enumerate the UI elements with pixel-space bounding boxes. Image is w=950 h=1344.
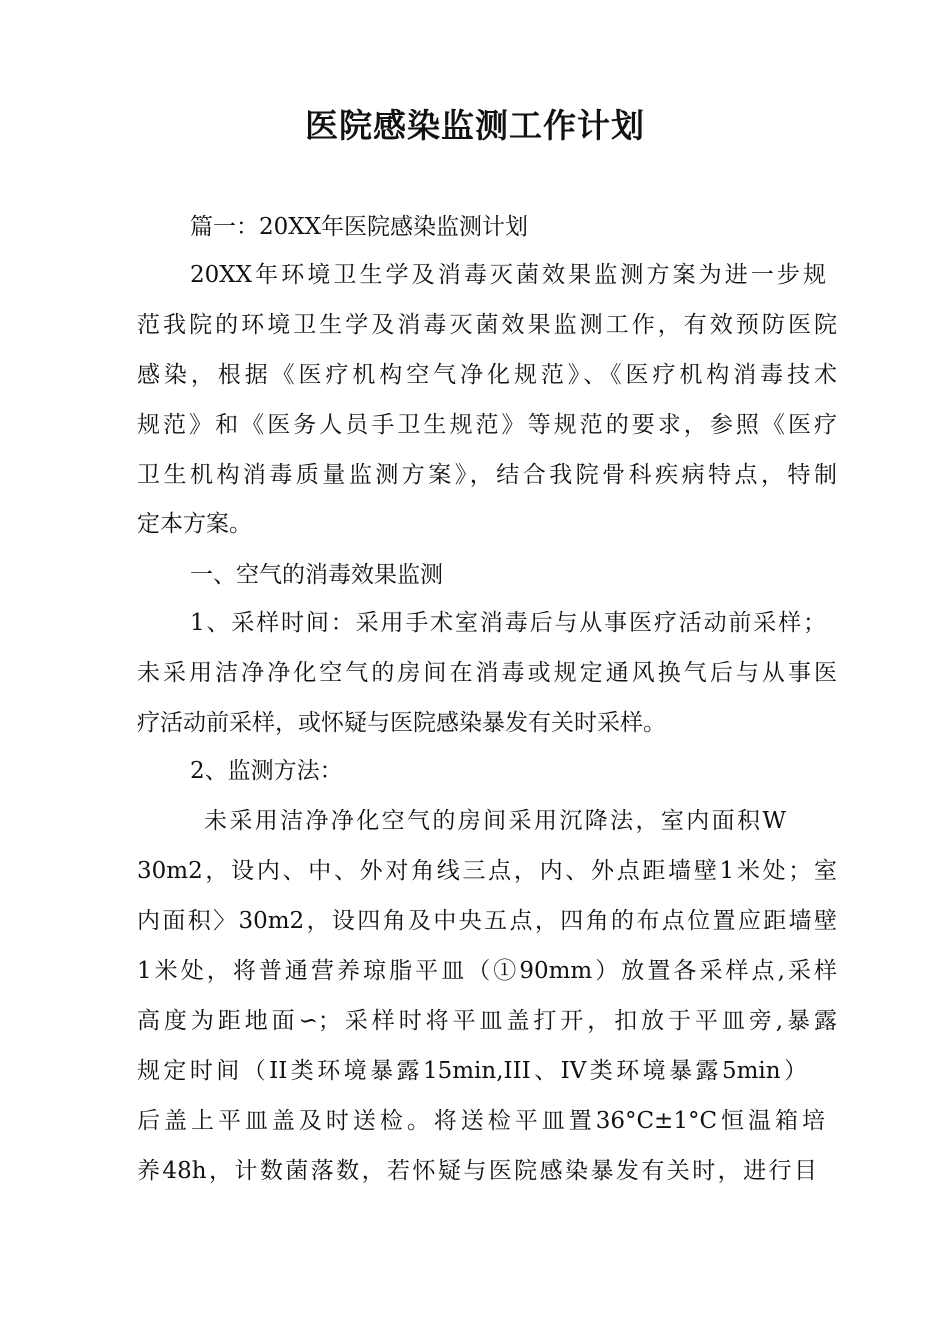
- paragraph-line: 未采用洁净净化空气的房间在消毒或规定通风换气后与从事医: [137, 660, 837, 686]
- paragraph-line: 疗活动前采样，或怀疑与医院感染暴发有关时采样。: [137, 710, 666, 736]
- paragraph-line: 30m2，设内、中、外对角线三点，内、外点距墙壁1米处；室: [137, 858, 837, 884]
- paragraph-line: 规范》和《医务人员手卫生规范》等规范的要求，参照《医疗: [137, 412, 837, 438]
- section-heading: 一、空气的消毒效果监测: [190, 562, 443, 588]
- paragraph-line: 篇一：20XX年医院感染监测计划: [190, 214, 529, 240]
- document-title: 医院感染监测工作计划: [305, 106, 645, 145]
- paragraph-line: 未采用洁净净化空气的房间采用沉降法，室内面积W: [204, 808, 786, 834]
- section-heading: 2、监测方法：: [190, 758, 343, 784]
- paragraph-line: 内面积〉30m2，设四角及中央五点，四角的布点位置应距墙壁: [137, 908, 837, 934]
- paragraph-line: 1米处，将普通营养琼脂平皿（①90mm）放置各采样点,采样: [137, 958, 837, 984]
- paragraph-line: 范我院的环境卫生学及消毒灭菌效果监测工作，有效预防医院: [137, 312, 837, 338]
- paragraph-line: 20XX年环境卫生学及消毒灭菌效果监测方案为进一步规: [190, 262, 826, 288]
- paragraph-line: 后盖上平皿盖及时送检。将送检平皿置36°C±1°C恒温箱培: [137, 1108, 825, 1134]
- paragraph-line: 1、采样时间：采用手术室消毒后与从事医疗活动前采样；: [190, 610, 826, 636]
- paragraph-line: 养48h，计数菌落数，若怀疑与医院感染暴发有关时，进行目: [137, 1158, 817, 1184]
- paragraph-line: 感染，根据《医疗机构空气净化规范》、《医疗机构消毒技术: [137, 362, 837, 388]
- paragraph-line: 定本方案。: [137, 511, 252, 537]
- paragraph-line: 规定时间（II类环境暴露15min,III、IV类环境暴露5min）: [137, 1058, 807, 1084]
- paragraph-line: 高度为距地面∽；采样时将平皿盖打开，扣放于平皿旁,暴露: [137, 1008, 837, 1034]
- paragraph-line: 卫生机构消毒质量监测方案》，结合我院骨科疾病特点，特制: [137, 462, 837, 488]
